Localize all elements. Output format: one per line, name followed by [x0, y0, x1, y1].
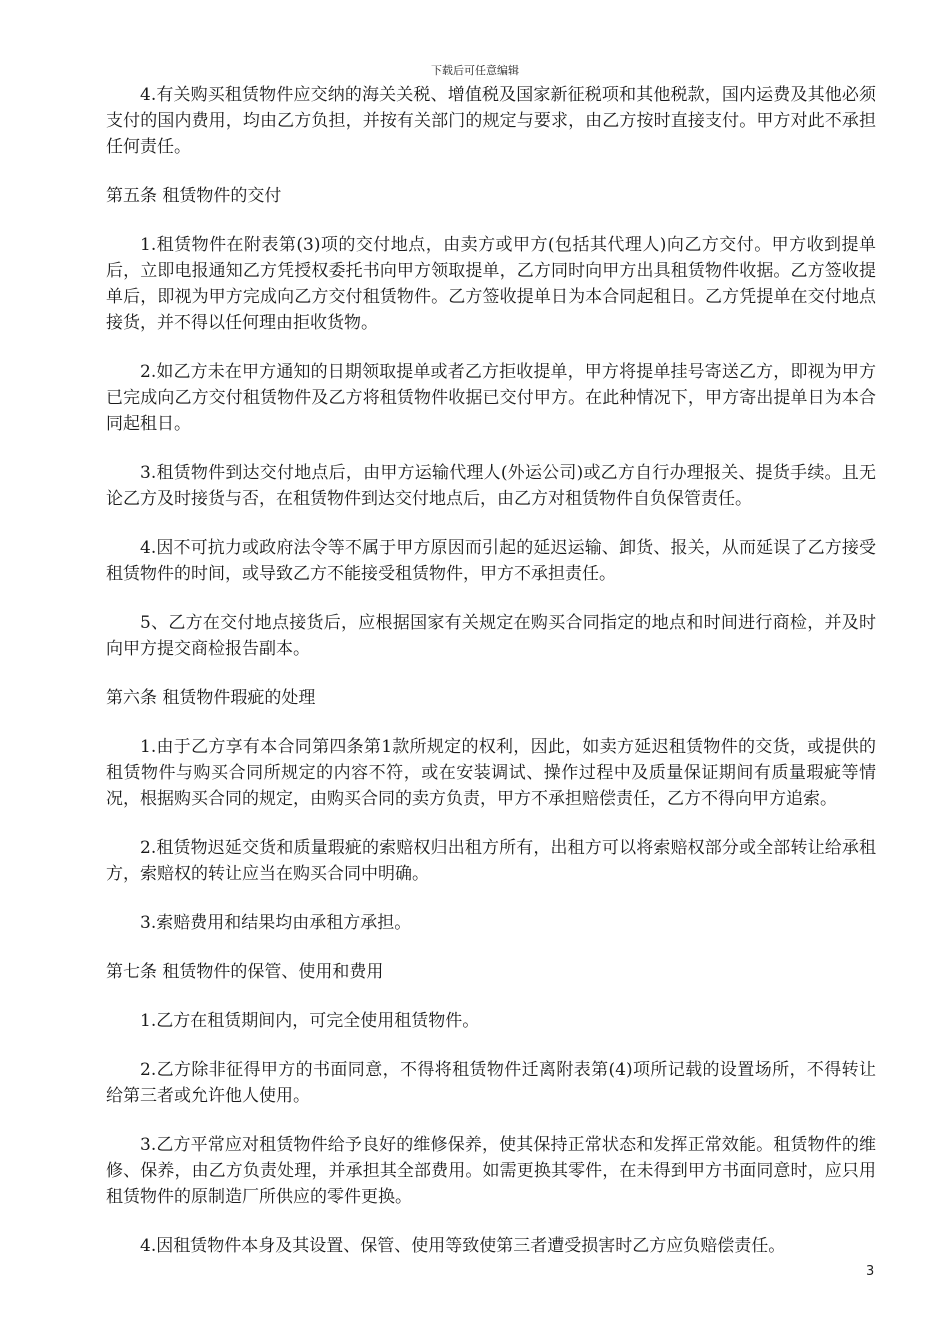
paragraph: 2.乙方除非征得甲方的书面同意，不得将租赁物件迁离附表第(4)项所记载的设置场所，不得转让给第三者或允许他人使用。: [106, 1060, 876, 1106]
document-body: [106, 82, 876, 1282]
paragraph: 1.乙方在租赁期间内，可完全使用租赁物件。: [140, 1011, 480, 1031]
paragraph: 4.因不可抗力或政府法令等不属于甲方原因而引起的延迟运输、卸货、报关，从而延误了乙方接受租赁物件的时间，或导致乙方不能接受租赁物件，甲方不承担责任。: [106, 538, 876, 584]
paragraph: 3.租赁物件到达交付地点后，由甲方运输代理人(外运公司)或乙方自行办理报关、提货手续。且无论乙方及时接货与否，在租赁物件到达交付地点后，由乙方对租赁物件自负保管责任。: [106, 463, 876, 509]
paragraph: 5、乙方在交付地点接货后，应根据国家有关规定在购买合同指定的地点和时间进行商检，并及时向甲方提交商检报告副本。: [106, 613, 876, 659]
page-number: 3: [866, 1264, 875, 1279]
paragraph: 4.有关购买租赁物件应交纳的海关关税、增值税及国家新征税项和其他税款，国内运费及其他必须支付的国内费用，均由乙方负担，并按有关部门的规定与要求，由乙方按时直接支付。甲方对此不承担任何责任。: [106, 85, 876, 157]
paragraph: 1.由于乙方享有本合同第四条第1款所规定的权利，因此，如卖方延迟租赁物件的交货，或提供的租赁物件与购买合同所规定的内容不符，或在安装调试、操作过程中及质量保证期间有质量瑕疵等情况，根据购买合同的规定，由购买合同的卖方负责，甲方不承担赔偿责任，乙方不得向甲方追索。: [106, 737, 876, 809]
paragraph: 2.租赁物迟延交货和质量瑕疵的索赔权归出租方所有，出租方可以将索赔权部分或全部转让给承租方，索赔权的转让应当在购买合同中明确。: [106, 838, 876, 884]
header-note: 下载后可任意编辑: [431, 64, 519, 77]
paragraph: 3.乙方平常应对租赁物件给予良好的维修保养，使其保持正常状态和发挥正常效能。租赁物件的维修、保养，由乙方负责处理，并承担其全部费用。如需更换其零件，在未得到甲方书面同意时，应只用租赁物件的原制造厂所供应的零件更换。: [106, 1135, 876, 1207]
section-heading: 第五条 租赁物件的交付: [106, 186, 282, 206]
paragraph: 2.如乙方未在甲方通知的日期领取提单或者乙方拒收提单，甲方将提单挂号寄送乙方，即视为甲方已完成向乙方交付租赁物件及乙方将租赁物件收据已交付甲方。在此种情况下，甲方寄出提单日为本合同起租日。: [106, 362, 876, 434]
section-heading: 第七条 租赁物件的保管、使用和费用: [106, 962, 384, 982]
paragraph: 4.因租赁物件本身及其设置、保管、使用等致使第三者遭受损害时乙方应负赔偿责任。: [140, 1236, 786, 1256]
section-heading: 第六条 租赁物件瑕疵的处理: [106, 688, 316, 708]
paragraph: 3.索赔费用和结果均由承租方承担。: [140, 913, 412, 933]
paragraph: 1.租赁物件在附表第(3)项的交付地点，由卖方或甲方(包括其代理人)向乙方交付。甲方收到提单后，立即电报通知乙方凭授权委托书向甲方领取提单，乙方同时向甲方出具租赁物件收据。乙方签收提单后，即视为甲方完成向乙方交付租赁物件。乙方签收提单日为本合同起租日。乙方凭提单在交付地点接货，并不得以任何理由拒收货物。: [106, 235, 876, 333]
